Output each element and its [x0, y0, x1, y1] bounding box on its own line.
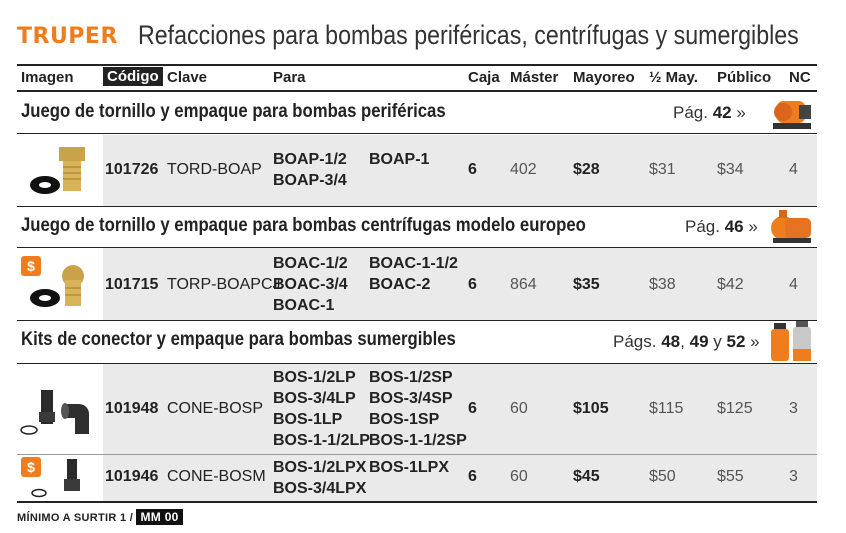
clave: CONE-BOSM: [167, 468, 266, 485]
page-number: 49: [689, 332, 709, 351]
medio-mayoreo: $38: [649, 276, 676, 293]
para-model: BOS-1/2LP: [273, 369, 356, 386]
publico: $34: [717, 161, 744, 178]
page-number: 52: [726, 332, 746, 351]
caja: 6: [468, 276, 477, 293]
caja: 6: [468, 468, 477, 485]
medio-mayoreo: $31: [649, 161, 676, 178]
table-row: [17, 455, 817, 501]
para-model-list: [273, 367, 370, 451]
para-model: BOAC-3/4: [273, 276, 348, 293]
para-model: BOAP-1/2: [273, 151, 347, 168]
page-title: Refacciones para bombas periféricas, centrífugas y sumergibles: [138, 20, 799, 50]
section-header-perifericas: [17, 93, 817, 134]
col-publico: Público: [717, 69, 772, 86]
para-model: BOAC-1: [273, 297, 335, 314]
para-model: BOS-1LPX: [369, 459, 450, 476]
page-number: 42: [712, 103, 732, 122]
para-model-list: [273, 457, 366, 499]
col-imagen: Imagen: [21, 69, 74, 86]
page-arrow: »: [748, 217, 758, 236]
screw-gasket-image: [25, 139, 95, 203]
nc: 3: [789, 400, 798, 417]
col-nc: NC: [789, 69, 811, 86]
table-row: [17, 248, 817, 320]
page-prefix: Págs.: [613, 332, 657, 351]
table-header: [17, 64, 817, 92]
codigo: 101726: [105, 161, 159, 178]
publico: $55: [717, 468, 744, 485]
nc: 4: [789, 161, 798, 178]
clave: TORD-BOAP: [167, 161, 262, 178]
para-model: BOAC-1/2: [273, 255, 348, 272]
caja: 6: [468, 400, 477, 417]
peripheral-pump-icon: [769, 95, 815, 133]
page-number: 46: [724, 217, 744, 236]
para-model-list: [369, 457, 449, 478]
col-master: Máster: [510, 69, 559, 86]
para-model: BOAP-3/4: [273, 172, 347, 189]
table-row: [17, 364, 817, 454]
publico: $42: [717, 276, 744, 293]
page-prefix: Pág.: [673, 103, 708, 122]
col-para: Para: [273, 69, 306, 86]
master: 60: [510, 468, 528, 485]
mayoreo: $28: [573, 161, 600, 178]
mayoreo: $35: [573, 276, 600, 293]
footer-minimum: [17, 510, 183, 524]
publico: $125: [717, 400, 753, 417]
codigo: 101946: [105, 468, 159, 485]
price-badge-icon: $: [21, 457, 41, 477]
master: 60: [510, 400, 528, 417]
para-model: BOAC-1-1/2: [369, 255, 458, 272]
col-medio-mayoreo: ½ May.: [649, 69, 698, 86]
brand-logo: TRUPER: [17, 24, 118, 49]
para-model: BOAC-2: [369, 276, 431, 293]
clave: CONE-BOSP: [167, 400, 264, 417]
codigo: 101715: [105, 276, 159, 293]
page-number: 48: [661, 332, 681, 351]
connector-gasket-image: [29, 457, 89, 501]
para-model: BOS-3/4LPX: [273, 480, 367, 497]
page-reference: Págs. 48, 49 y 52 »: [613, 332, 760, 351]
table-row: [17, 135, 817, 207]
para-model: BOAP-1: [369, 151, 430, 168]
para-model: BOS-3/4LP: [273, 390, 356, 407]
para-model: BOS-1/2SP: [369, 369, 453, 386]
col-codigo: Código: [103, 67, 163, 86]
nc: 4: [789, 276, 798, 293]
para-model-list: [369, 367, 467, 451]
nc: 3: [789, 468, 798, 485]
section-title: Kits de conector y empaque para bombas sumergibles: [21, 329, 456, 350]
codigo: 101948: [105, 400, 159, 417]
caja: 6: [468, 161, 477, 178]
medio-mayoreo: $50: [649, 468, 676, 485]
section-title: Juego de tornillo y empaque para bombas centrífugas modelo europeo: [21, 215, 586, 236]
para-model: BOS-1SP: [369, 411, 440, 428]
page-arrow: »: [736, 103, 746, 122]
footer-mm-badge: MM 00: [136, 509, 182, 525]
para-model-list: [369, 253, 458, 295]
submersible-pump-icon: [767, 321, 817, 363]
page-prefix: Pág.: [685, 217, 720, 236]
page-reference: [673, 103, 746, 123]
para-model-list: [273, 253, 348, 316]
master: 864: [510, 276, 537, 293]
section-header-sumergibles: [17, 321, 817, 364]
mayoreo: $45: [573, 468, 600, 485]
connector-gasket-image: [17, 376, 101, 446]
master: 402: [510, 161, 537, 178]
para-model: BOS-1-1/2LP: [273, 432, 370, 449]
section-title: Juego de tornillo y empaque para bombas periféricas: [21, 101, 446, 122]
col-caja: Caja: [468, 69, 500, 86]
col-mayoreo: Mayoreo: [573, 69, 635, 86]
clave: TORP-BOAPCJ: [167, 276, 281, 293]
screw-gasket-image: [25, 262, 95, 318]
mayoreo: $105: [573, 400, 609, 417]
section-header-centrifugas: [17, 207, 817, 248]
medio-mayoreo: $115: [649, 400, 684, 417]
footer-text: MÍNIMO A SURTIR 1 /: [17, 512, 134, 524]
para-model: BOS-3/4SP: [369, 390, 453, 407]
price-badge-icon: $: [21, 256, 41, 276]
col-clave: Clave: [167, 69, 208, 86]
page-arrow: »: [750, 332, 760, 351]
para-model-list: [369, 149, 429, 170]
para-model: BOS-1-1/2SP: [369, 432, 467, 449]
page-reference: [685, 217, 758, 237]
centrifugal-pump-icon: [769, 208, 815, 246]
para-model-list: [273, 149, 347, 191]
para-model: BOS-1LP: [273, 411, 343, 428]
para-model: BOS-1/2LPX: [273, 459, 367, 476]
